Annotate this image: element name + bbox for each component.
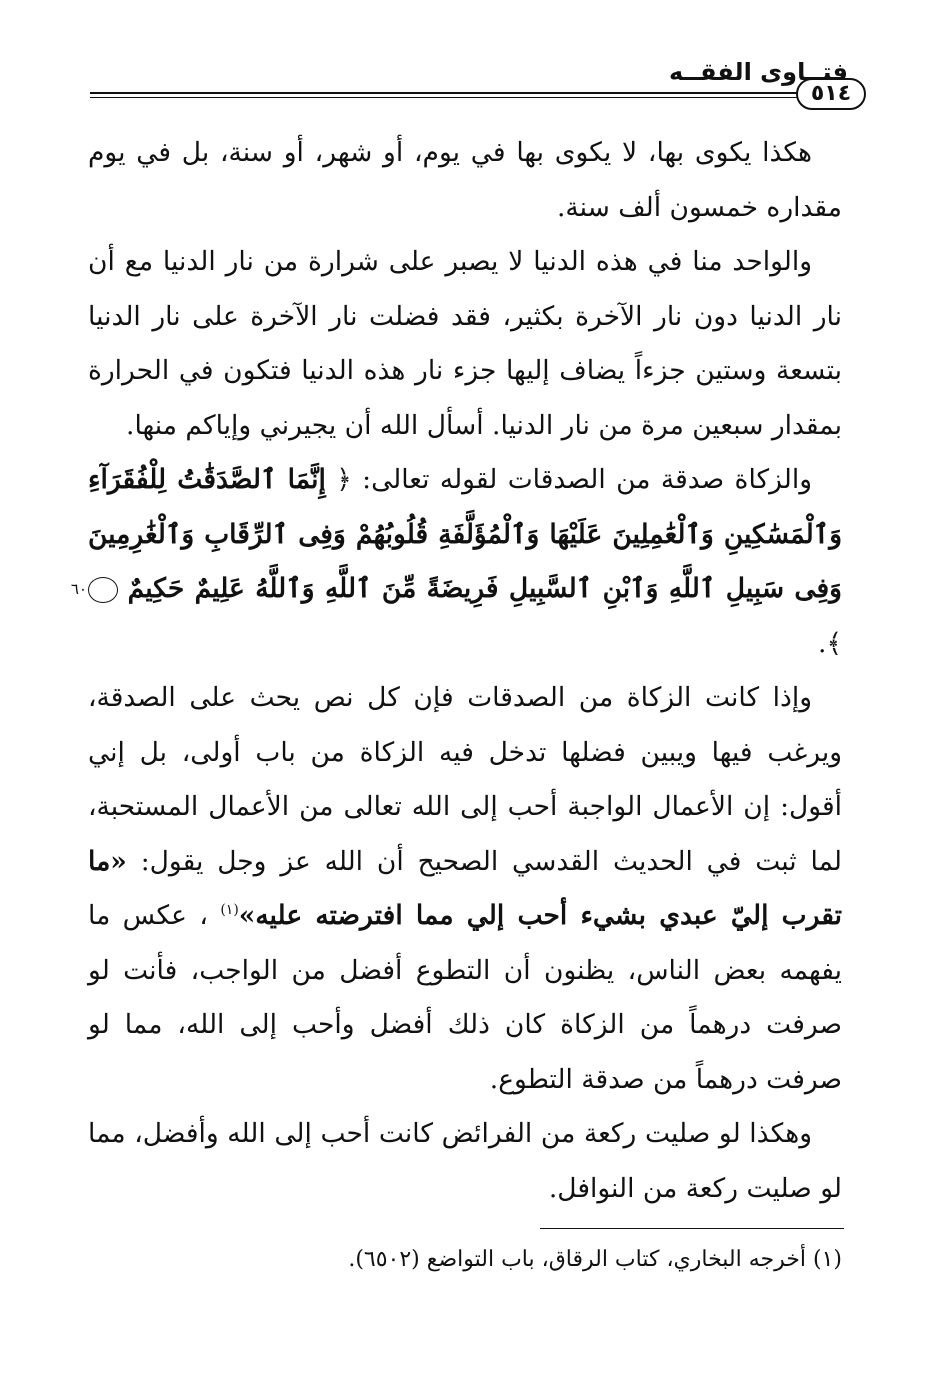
paragraph-4 (88, 671, 842, 1107)
paragraph-3 (70, 453, 842, 671)
verse-outro: ﴾. (818, 627, 842, 659)
main-text (70, 126, 842, 1216)
paragraph-4-lead: وإذا كانت الزكاة من الصدقات فإن كل نص يحث على الصدقة، ويرغب فيها ويبين فضلها تدخل فيه الزكاة من باب أولى، بل إني أقول: إن الأعمال الواجبة أحب إلى الله تعالى من الأعمال المستحبة، لما ثبت في الحديث القدسي الصحيح أن الله عز وجل يقول: (88, 682, 842, 877)
verse-intro: والزكاة صدقة من الصدقات لقوله تعالى: ﴿ (336, 464, 812, 495)
paragraph-1: هكذا يكوى بها، لا يكوى بها في يوم، أو شهر، أو سنة، بل في يوم مقداره خمسون ألف سنة. (88, 137, 842, 223)
ayah-number-marker: ٦٠ (88, 577, 118, 603)
footnote-separator (540, 1228, 844, 1229)
paragraph-5: وهكذا لو صليت ركعة من الفرائض كانت أحب إلى الله وأفضل، مما لو صليت ركعة من النوافل. (88, 1118, 842, 1204)
quran-verse: إِنَّمَا ٱلصَّدَقَٰتُ لِلْفُقَرَآءِ وَٱلْمَسَٰكِينِ وَٱلْعَٰمِلِينَ عَلَيْهَا وَٱلْمُؤَلَّفَةِ قُلُوبُهُمْ وَفِى ٱلرِّقَابِ وَٱلْغَٰرِمِينَ وَفِى سَبِيلِ ٱللَّهِ وَٱبْنِ ٱلسَّبِيلِ فَرِيضَةً مِّنَ ٱللَّهِ وَٱللَّهُ عَلِيمٌ حَكِيمٌ (88, 464, 842, 604)
paragraph-2: والواحد منا في هذه الدنيا لا يصبر على شرارة من نار الدنيا مع أن نار الدنيا دون نار الآخرة بكثير، فقد فضلت نار الآخرة على نار الدنيا بتسعة وستين جزءاً يضاف إليها جزء نار هذه الدنيا فتكون في الحرارة بمقدار سبعين مرة من نار الدنيا. أسأل الله أن يجيرني وإياكم منها. (88, 246, 842, 441)
footnote: (١) أخرجه البخاري، كتاب الرقاق، باب التواضع (٦٥٠٢). (348, 1247, 842, 1272)
hadith-quote: «ما تقرب إليّ عبدي بشيء أحب إلي مما افترضته عليه» (88, 845, 842, 931)
page-number: ٥١٤ (796, 78, 866, 110)
paragraph-4-tail: ، عكس ما يفهمه بعض الناس، يظنون أن التطوع أفضل من الواجب، فأنت لو صرفت درهماً من الزكاة كان ذلك أفضل وأحب إلى الله، مما لو صرفت درهماً من صدقة التطوع. (88, 900, 842, 1095)
footnote-reference[interactable]: (١) (220, 902, 239, 919)
running-header-title: فتــاوى الفقــه (669, 58, 848, 86)
header-rule (90, 92, 798, 98)
